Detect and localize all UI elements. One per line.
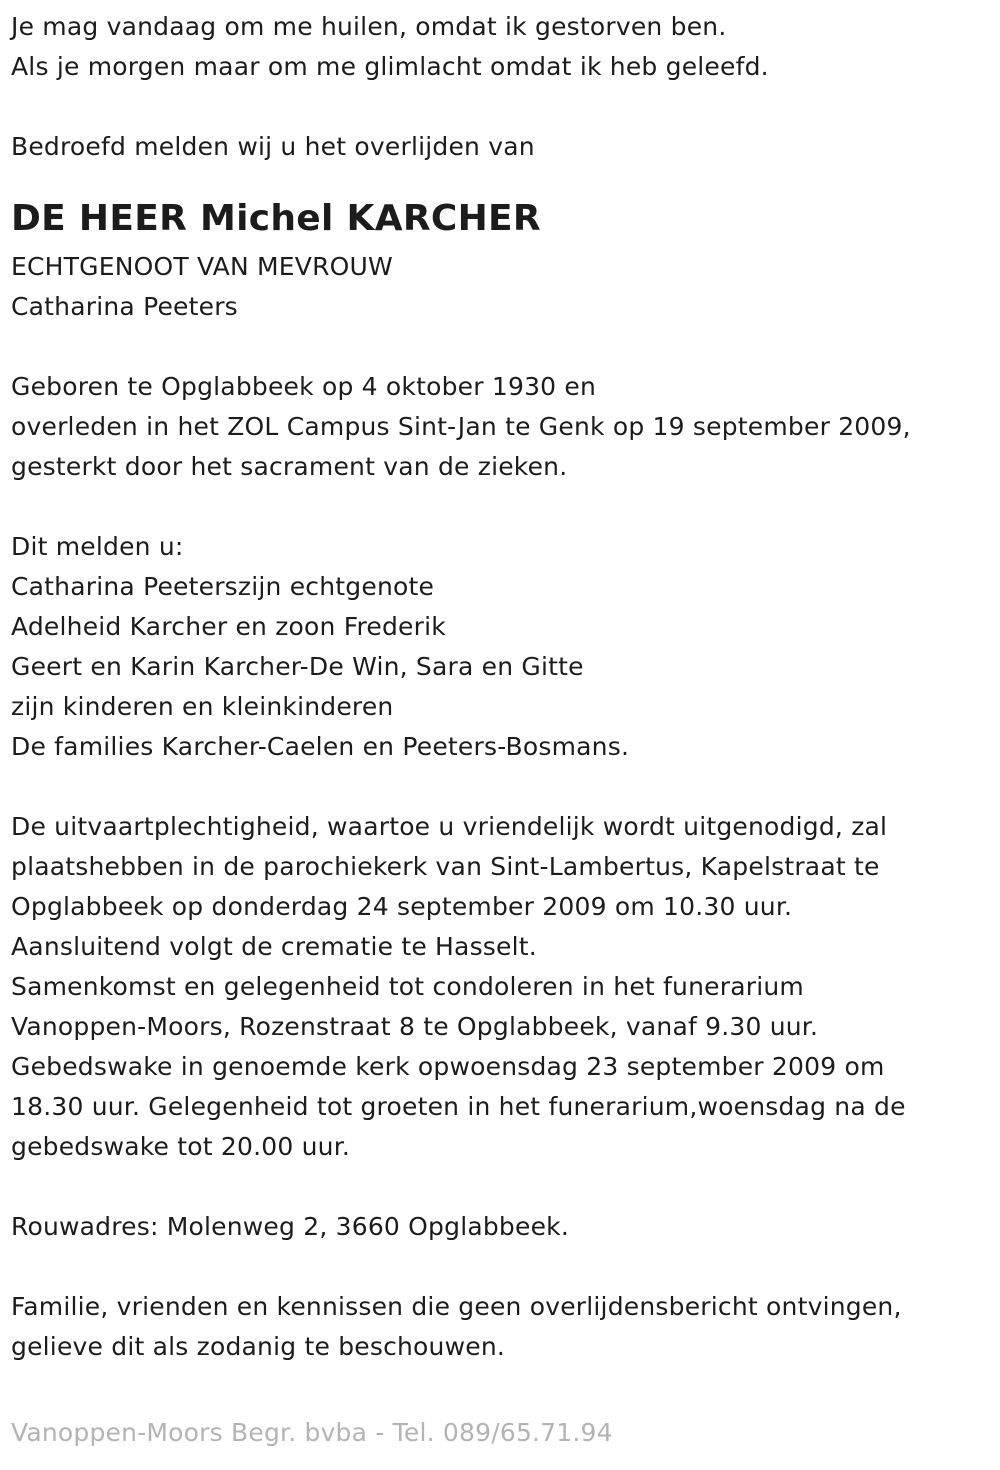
ceremony-line: 18.30 uur. Gelegenheid tot groeten in het funerarium,woensdag na de [11, 1092, 906, 1121]
intro-line-2: Als je morgen maar om me glimlacht omdat ik heb geleefd. [11, 52, 769, 81]
announcement-text: Bedroefd melden wij u het overlijden van [11, 132, 535, 161]
relation-text: ECHTGENOOT VAN MEVROUW [11, 252, 393, 281]
spouse-name: Catharina Peeters [11, 292, 238, 321]
birth-line: Geboren te Opglabbeek op 4 oktober 1930 en [11, 372, 597, 401]
ceremony-line: Aansluitend volgt de crematie te Hasselt. [11, 932, 537, 961]
ceremony-line: gebedswake tot 20.00 uur. [11, 1132, 351, 1161]
ceremony-line: Gebedswake in genoemde kerk opwoensdag 23 september 2009 om [11, 1052, 885, 1081]
family-line: Catharina Peeterszijn echtgenote [11, 572, 435, 601]
family-line: Adelheid Karcher en zoon Frederik [11, 612, 446, 641]
closing-line-1: Familie, vrienden en kennissen die geen overlijdensbericht ontvingen, [11, 1292, 902, 1321]
family-heading: Dit melden u: [11, 532, 184, 561]
deceased-name: DE HEER Michel KARCHER [11, 198, 541, 239]
death-line: overleden in het ZOL Campus Sint-Jan te Genk op 19 september 2009, [11, 412, 911, 441]
family-line: Geert en Karin Karcher-De Win, Sara en Gitte [11, 652, 584, 681]
closing-line-2: gelieve dit als zodanig te beschouwen. [11, 1332, 506, 1361]
ceremony-line: Vanoppen-Moors, Rozenstraat 8 te Opglabbeek, vanaf 9.30 uur. [11, 1012, 819, 1041]
obituary-document [11, 7, 991, 1367]
family-line: De families Karcher-Caelen en Peeters-Bosmans. [11, 732, 630, 761]
funeral-home-footer: Vanoppen-Moors Begr. bvba - Tel. 089/65.71.94 [11, 1418, 613, 1447]
sacrament-line: gesterkt door het sacrament van de zieken. [11, 452, 568, 481]
family-line: zijn kinderen en kleinkinderen [11, 692, 394, 721]
ceremony-line: De uitvaartplechtigheid, waartoe u vriendelijk wordt uitgenodigd, zal [11, 812, 888, 841]
ceremony-line: Opglabbeek op donderdag 24 september 2009 om 10.30 uur. [11, 892, 793, 921]
mourning-address: Rouwadres: Molenweg 2, 3660 Opglabbeek. [11, 1212, 569, 1241]
ceremony-line: Samenkomst en gelegenheid tot condoleren in het funerarium [11, 972, 804, 1001]
intro-line-1: Je mag vandaag om me huilen, omdat ik gestorven ben. [11, 12, 727, 41]
ceremony-line: plaatshebben in de parochiekerk van Sint-Lambertus, Kapelstraat te [11, 852, 880, 881]
